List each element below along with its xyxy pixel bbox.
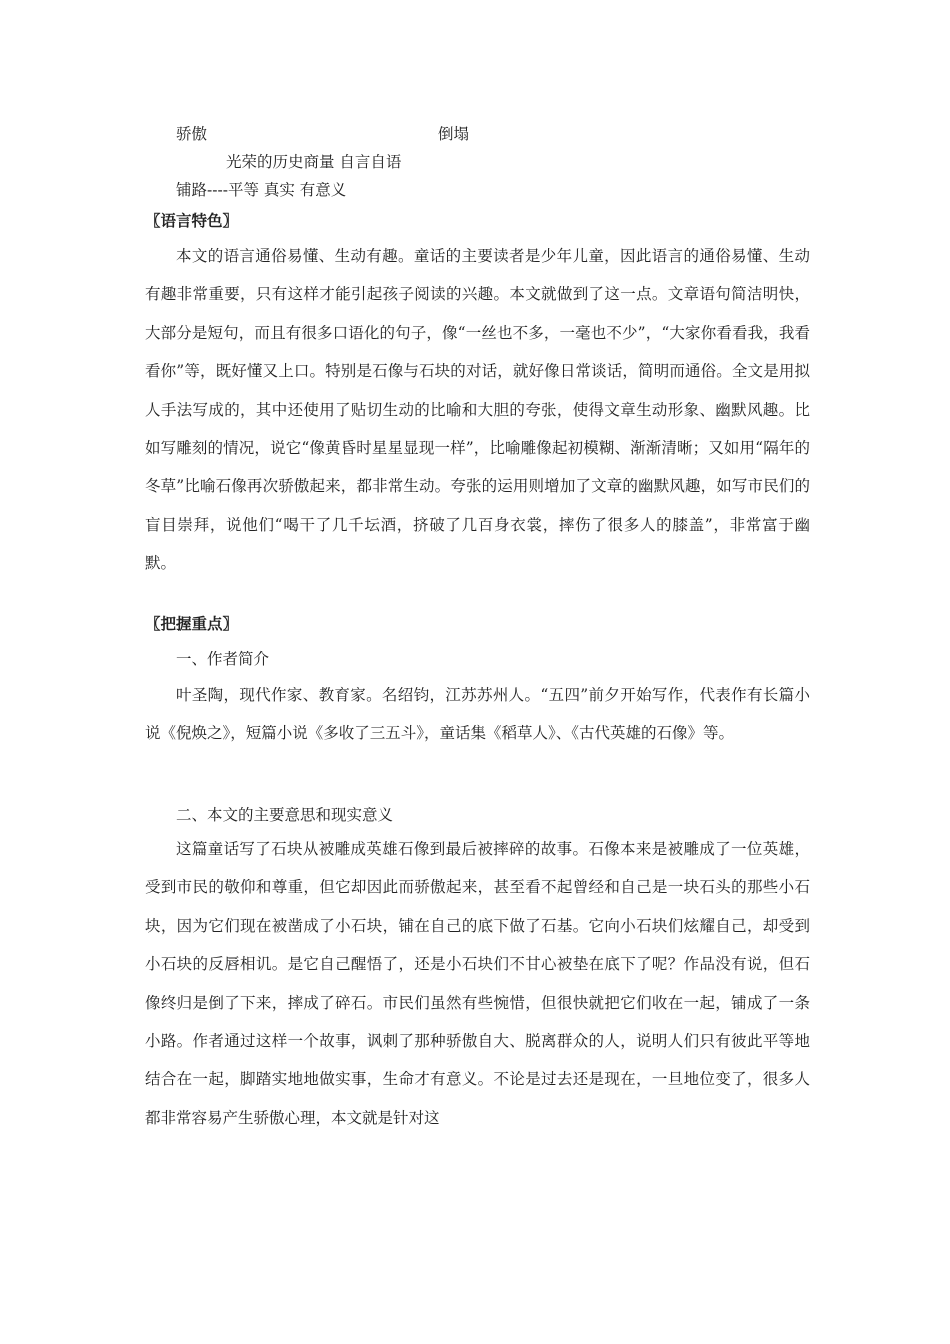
subheading-author-intro: 一、作者简介 (176, 650, 270, 668)
paragraph-main-meaning: 这篇童话写了石块从被雕成英雄石像到最后被摔碎的故事。石像本来是被雕成了一位英雄，受到市民的敬仰和尊重，但它却因此而骄傲起来，甚至看不起曾经和自己是一块石头的那些小石块，因为它们现在被凿成了小石块，铺在自己的底下做了石基。它向小石块们炫耀自己，却受到小石块的反唇相讥。是它自己醒悟了，还是小石块们不甘心被垫在底下了呢？作品没有说，但石像终归是倒了下来，摔成了碎石。市民们虽然有些惋惜，但很快就把它们收在一起，铺成了一条小路。作者通过这样一个故事，讽刺了那种骄傲自大、脱离群众的人，说明人们只有彼此平等地结合在一起，脚踏实地地做实事，生命才有意义。不论是过去还是现在，一旦地位变了，很多人都非常容易产生骄傲心理，本文就是针对这 (145, 840, 810, 1127)
subheading-main-meaning: 二、本文的主要意思和现实意义 (176, 806, 394, 824)
diagram-label-collapse: 倒塌 (438, 125, 470, 143)
paragraph-language-features: 本文的语言通俗易懂、生动有趣。童话的主要读者是少年儿童，因此语言的通俗易懂、生动有趣非常重要，只有这样才能引起孩子阅读的兴趣。本文就做到了这一点。文章语句简洁明快，大部分是短句，而且有很多口语化的句子，像“一丝也不多，一毫也不少”，“大家你看看我，我看看你”等，既好懂又上口。特别是石像与石块的对话，就好像日常谈话，简明而通俗。全文是用拟人手法写成的，其中还使用了贴切生动的比喻和大胆的夸张，使得文章生动形象、幽默风趣。比如写雕刻的情况，说它“像黄昏时星星显现一样”，比喻雕像起初模糊、渐渐清晰；又如用“隔年的冬草”比喻石像再次骄傲起来，都非常生动。夸张的运用则增加了文章的幽默风趣，如写市民们的盲目崇拜，说他们“喝干了几千坛酒，挤破了几百身衣裳，摔伤了很多人的膝盖”，非常富于幽默。 (145, 247, 810, 573)
diagram-label-arrogant: 骄傲 (176, 125, 208, 143)
section-heading-key-points: 〖把握重点〗 (145, 614, 239, 633)
section-heading-language: 〖语言特色〗 (145, 211, 239, 230)
diagram-label-history: 光荣的历史商量 自言自语 (226, 153, 402, 171)
paragraph-author-intro: 叶圣陶，现代作家、教育家。名绍钧，江苏苏州人。“五四”前夕开始写作，代表作有长篇小说《倪焕之》，短篇小说《多收了三五斗》，童话集《稻草人》、《古代英雄的石像》等。 (145, 686, 810, 743)
diagram-label-pave-road: 铺路----平等 真实 有意义 (176, 181, 347, 199)
